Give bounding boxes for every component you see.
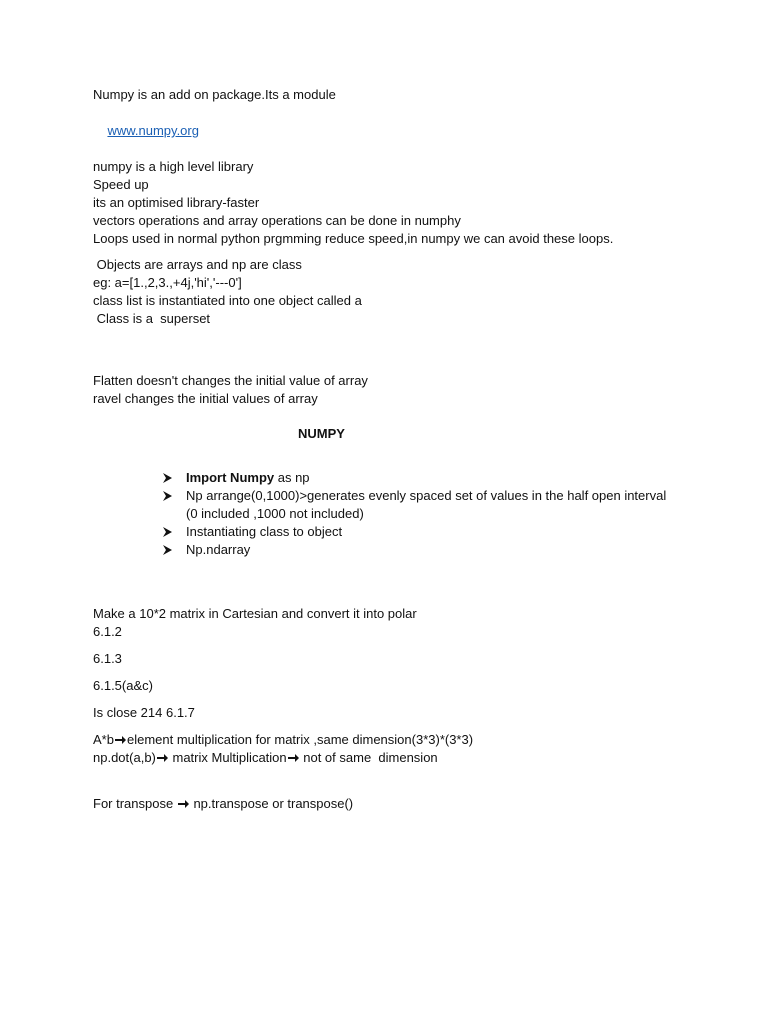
instantiate-text: Instantiating class to object [186,524,343,539]
flatten-line: Flatten doesn't changes the initial value of array [93,373,368,388]
matrix-line-1: Make a 10*2 matrix in Cartesian and convert it into polar [93,606,417,621]
transpose-part-b: np.transpose or transpose() [189,796,354,811]
transpose-line [93,795,713,813]
numpy-website-link[interactable]: www.numpy.org [107,123,199,138]
objects-line-3: class list is instantiated into one object called a [93,293,362,308]
mult-part-a: A*b [93,732,114,747]
matrix-line-4: 6.1.5(a&c) [93,678,153,693]
dot-part-a: np.dot(a,b) [93,750,156,765]
matrix-line-5: Is close 214 6.1.7 [93,705,195,720]
ndarray-text: Np.ndarray [186,542,251,557]
matrix-line-2: 6.1.2 [93,624,122,639]
numpy-heading: NUMPY [298,426,345,441]
elementwise-mult-line [93,731,713,749]
objects-line-2: eg: a=[1.,2,3.,+4j,'hi','---0'] [93,275,242,290]
dot-part-b: matrix Multiplication [168,750,287,765]
numpy-bullet-list [93,469,713,559]
bullet-item-arrange [163,487,713,523]
bullet-item-instantiate [163,523,713,541]
right-arrow-icon [157,753,168,763]
right-arrow-icon [115,735,126,745]
arrange-line-2: (0 included ,1000 not included) [186,506,364,521]
objects-line-4: Class is a superset [93,311,211,326]
intro-link-line [93,104,713,158]
import-numpy-bold: Import Numpy [186,470,275,485]
bullet-item-ndarray [163,541,713,559]
intro-line-5: its an optimised library-faster [93,195,260,210]
arrow-bullet-icon [163,527,172,537]
arrow-bullet-icon [163,473,172,483]
import-numpy-rest: as np [274,470,310,485]
document-page [93,86,713,813]
intro-line-1: Numpy is an add on package.Its a module [93,87,336,102]
dot-part-c: not of same dimension [299,750,438,765]
ravel-line: ravel changes the initial values of array [93,391,318,406]
right-arrow-icon [288,753,299,763]
arrow-bullet-icon [163,545,172,555]
right-arrow-icon [178,799,189,809]
intro-line-3: numpy is a high level library [93,159,254,174]
arrange-line-1: Np arrange(0,1000)>generates evenly spaced set of values in the half open interval [186,488,667,503]
mult-part-b: element multiplication for matrix ,same dimension(3*3)*(3*3) [126,732,474,747]
intro-line-6: vectors operations and array operations can be done in numphy [93,213,461,228]
intro-line-4: Speed up [93,177,149,192]
objects-line-1: Objects are arrays and np are class [93,257,302,272]
intro-line-7: Loops used in normal python prgmming reduce speed,in numpy we can avoid these loops. [93,231,614,246]
arrow-bullet-icon [163,491,172,501]
transpose-part-a: For transpose [93,796,177,811]
matrix-line-3: 6.1.3 [93,651,122,666]
dot-mult-line [93,749,713,767]
bullet-item-import [163,469,713,487]
